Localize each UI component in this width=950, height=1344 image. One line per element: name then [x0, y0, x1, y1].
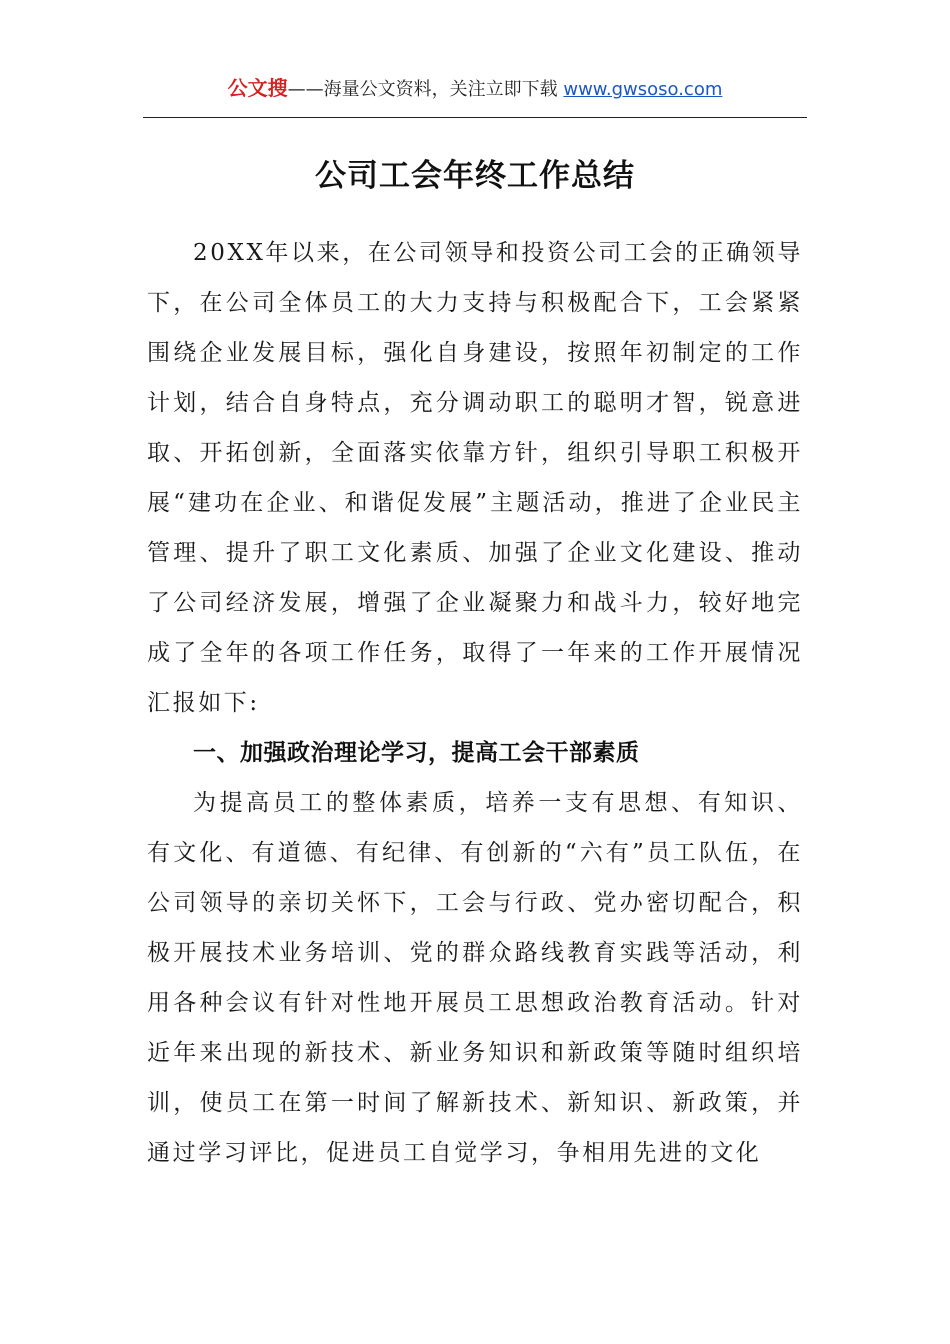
document-title: 公司工会年终工作总结	[315, 158, 635, 194]
intro-paragraph: 20XX年以来，在公司领导和投资公司工会的正确领导下，在公司全体员工的大力支持与积极配合下，工会紧紧围绕企业发展目标，强化自身建设，按照年初制定的工作计划，结合自身特点，充分调动职工的聪明才智，锐意进取、开拓创新，全面落实依靠方针，组织引导职工积极开展“建功在企业、和谐促发展”主题活动，推进了企业民主管理、提升了职工文化素质、加强了企业文化建设、推动了公司经济发展，增强了企业凝聚力和战斗力，较好地完成了全年的各项工作任务，取得了一年来的工作开展情况汇报如下:	[147, 240, 804, 716]
site-tagline: ——海量公文资料，关注立即下载	[287, 79, 564, 100]
section-paragraph: 为提高员工的整体素质，培养一支有思想、有知识、有文化、有道德、有纪律、有创新的“六有”员工队伍，在公司领导的亲切关怀下，工会与行政、党办密切配合，积极开展技术业务培训、党的群众路线教育实践等活动，利用各种会议有针对性地开展员工思想政治教育活动。针对近年来出现的新技术、新业务知识和新政策等随时组织培训，使员工在第一时间了解新技术、新知识、新政策，并通过学习评比，促进员工自觉学习，争相用先进的文化	[147, 790, 803, 1166]
site-brand[interactable]: 公文搜	[227, 76, 288, 100]
site-url-link[interactable]: www.gwsoso.com	[563, 79, 723, 100]
document-body	[147, 228, 803, 1178]
section-heading: 一、加强政治理论学习，提高工会干部素质	[193, 740, 640, 766]
site-header	[143, 72, 807, 104]
header-divider	[143, 117, 807, 118]
